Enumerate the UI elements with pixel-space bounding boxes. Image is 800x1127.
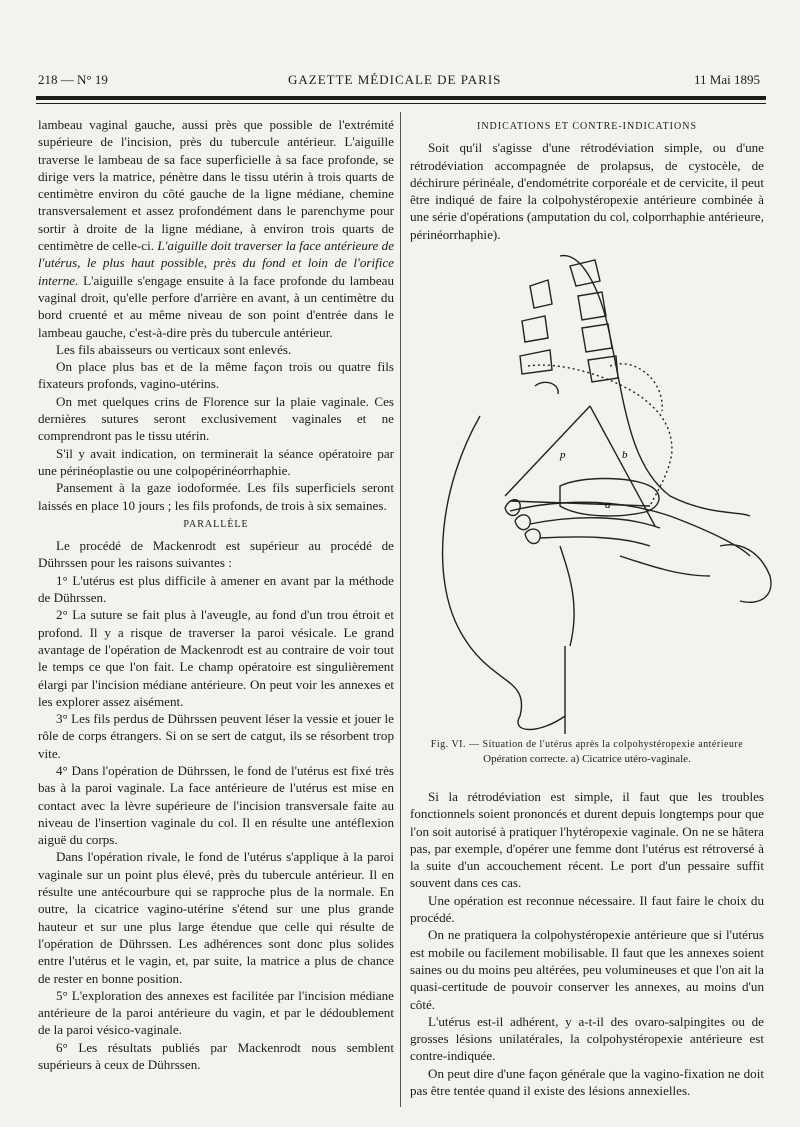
left-column (38, 116, 394, 1073)
paragraph: 5° L'exploration des annexes est facilitée par l'incision médiane antérieure de la paroi antérieure du vagin, et par le dédoublement de la paroi vésico-vaginale. (38, 987, 394, 1038)
header-rule-thin (36, 103, 766, 104)
paragraph: On ne pratiquera la colpohystéropexie antérieure que si l'utérus est mobile ou facilement mobilisable. Il faut que les annexes soient saines ou du moins peu altérées, peu volumineuses et que l'on ait la quasi-certitude de pouvoir conserver les annexes, au moins d'un côté. (410, 927, 764, 1012)
paragraph: 2° La suture se fait plus à l'aveugle, au fond d'un trou étroit et profond. Il y a risque de traverser la paroi vésicale. Le grand avantage de l'opération de Mackenrodt est au contraire de voir tout le temps ce que l'on fait. Le champ opératoire est singulièrement élargi par l'incision médiane antérieure. On peut voir les annexes et les explorer assez aisément. (38, 607, 394, 709)
paragraph: On place plus bas et de la même façon trois ou quatre fils fixateurs profonds, vagino-utérins. (38, 359, 394, 392)
label-p: p (560, 449, 566, 461)
paragraph: 6° Les résultats publiés par Mackenrodt nous semblent supérieurs à ceux de Dührssen. (38, 1039, 394, 1073)
section-heading-parallele: PARALLÈLE (183, 518, 249, 530)
paragraph: Pansement à la gaze iodoformée. Les fils superficiels seront laissés en place 10 jours ; les fils profonds, de trois à six semaines. (38, 480, 394, 513)
paragraph: Soit qu'il s'agisse d'une rétrodéviation simple, ou d'une rétrodéviation accompagnée de prolapsus, de cystocèle, de déchirure périnéale, d'endométrite corporéale et de cervicite, il peut être indiqué de faire la colpohystéropexie antérieure combinée à une série d'opérations (amputation du col, colporrhaphie antérieure, périnéorrhaphie). (410, 140, 764, 242)
paragraph: L'utérus est-il adhérent, y a-t-il des ovaro-salpingites ou de grosses lésions unilatérales, la colpohystéropexie antérieure est contre-indiquée. (410, 1013, 764, 1064)
caption-title: Fig. VI. — Situation de l'utérus après la colpohystéropexie antérieure (430, 739, 744, 750)
right-column-bottom (410, 788, 764, 1099)
page-number: 218 — N° 19 (38, 72, 108, 87)
caption-subtitle: Opération correcte. a) Cicatrice utéro-vaginale. (483, 753, 691, 765)
paragraph: On peut dire d'une façon générale que la vagino-fixation ne doit pas être tentée quand il existe des lésions annexielles. (410, 1065, 764, 1099)
paragraph: 4° Dans l'opération de Dührssen, le fond de l'utérus est fixé très bas à la paroi vaginale. La face antérieure de l'utérus est mise en contact avec la lèvre supérieure de l'incision transversale faite au niveau de l'insertion vaginale du col. Il en résulte une antéflexion aiguë du corps. (38, 762, 394, 848)
paragraph: On met quelques crins de Florence sur la plaie vaginale. Ces dernières sutures seront exclusivement vaginales et ne comprendront pas le tissu utérin. (38, 393, 394, 444)
issue-date: 11 Mai 1895 (694, 72, 760, 87)
label-a: a (605, 499, 611, 511)
paragraph: Une opération est reconnue nécessaire. Il faut faire le choix du procédé. (410, 892, 764, 926)
column-divider (400, 112, 401, 1107)
paragraph: Les fils abaisseurs ou verticaux sont enlevés. (56, 341, 292, 357)
paragraph: lambeau vaginal gauche, aussi près que possible de l'extrémité supérieure de l'incision, près du tubercule antérieur. L'aiguille traverse le lambeau de sa face superficielle à sa face profonde, se dirige vers la matrice, pénètre dans le tissu utérin à trois quarts de centimètre environ du côté gauche de la ligne médiane, chemine transversalement et assez profondément dans le parenchyme pour sortir à droite de la ligne médiane, à environ trois quarts de centimètre de celle-ci. L'aiguille doit traverser la face antérieure de l'utérus, le plus haut possible, près du fond et loin de l'orifice interne. L'aiguille s'engage ensuite à la face profonde du lambeau vaginal droit, qu'elle perfore d'arrière en avant, à un centimètre du bord cruenté et au même niveau de son point d'entrée dans le lambeau gauche, c'est-à-dire près du tubercule antérieur. (38, 117, 395, 340)
figure-caption (410, 738, 764, 766)
paragraph: Le procédé de Mackenrodt est supérieur au procédé de Dührssen pour les raisons suivantes : (38, 538, 394, 571)
page-header (38, 72, 760, 92)
label-b: b (622, 449, 628, 461)
paragraph: 3° Les fils perdus de Dührssen peuvent léser la vessie et jouer le rôle de corps étrangers. Si on se sert de catgut, ils se résorbent trop vite. (38, 711, 394, 761)
paragraph: S'il y avait indication, on terminerait la séance opératoire par une périnéoplastie ou une colpopérinéorrhaphie. (38, 445, 394, 478)
right-column-top (410, 116, 764, 243)
journal-title: GAZETTE MÉDICALE DE PARIS (288, 72, 502, 87)
paragraph: Dans l'opération rivale, le fond de l'utérus s'applique à la paroi vaginale sur un point plus élevé, près du tubercule antérieur. Il en résulte une antécourbure qui se rapproche plus de la normale. En outre, la cicatrice vagino-utérine s'étend sur une plus grande hauteur et sur une plus large étendue que celle qui résulte de l'opération de Dührssen. Les adhérences sont donc plus solides entre l'utérus et le vagin, et, par suite, la matrice a plus de chance de rester en bonne position. (38, 849, 394, 986)
header-rule-thick (36, 96, 766, 100)
italic-emphasis: L'aiguille doit traverser la face antérieure de l'utérus, le plus haut possible, près du fond et loin de l'orifice interne. (38, 238, 395, 288)
paragraph: Si la rétrodéviation est simple, il faut que les troubles fonctionnels soient prononcés et durent depuis longtemps pour que l'on soit autorisé à pratiquer l'hytéropexie vaginale. On ne se hâtera pas, par exemple, d'opérer une femme dont l'utérus est rétroversé à la suite d'un accouchement récent. Le port d'un pessaire suffit souvent dans ces cas. (410, 789, 764, 891)
pelvis-section-illustration (410, 246, 790, 734)
section-heading-indications: INDICATIONS ET CONTRE-INDICATIONS (476, 121, 698, 132)
paragraph: 1° L'utérus est plus difficile à amener en avant par la méthode de Dührssen. (38, 572, 394, 606)
anatomical-figure (410, 246, 790, 734)
